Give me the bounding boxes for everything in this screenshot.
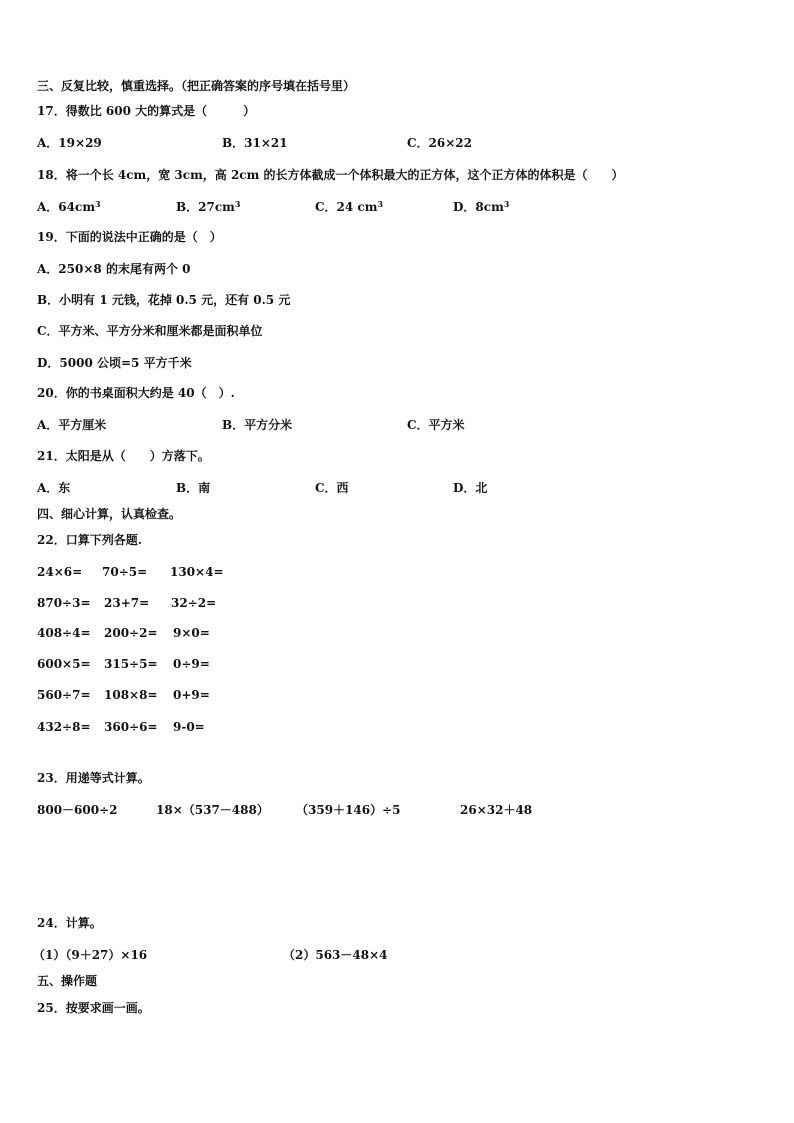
mental-math-item: 32÷2=	[171, 596, 217, 610]
question-18-option-a: A．$64cm^3$	[37, 199, 101, 214]
mental-math-item: 432÷8=	[37, 720, 91, 734]
question-19-stem: 19．下面的说法中正确的是（ ）	[37, 230, 222, 244]
mental-math-item: 200÷2=	[104, 626, 158, 640]
mental-math-item: 23+7=	[104, 596, 150, 610]
question-19-option-d: D．5000 公顷=5 平方千米	[37, 356, 192, 370]
question-17-stem: 17．得数比 600 大的算式是（ ）	[37, 104, 256, 118]
question-22-stem: 22．口算下列各题.	[37, 533, 142, 547]
mental-math-item: 130×4=	[170, 565, 224, 579]
step-calculation-item: 800－600÷2	[37, 803, 118, 817]
step-calculation-item: 18×（537－488）	[156, 803, 269, 817]
mental-math-item: 9×0=	[173, 626, 210, 640]
question-18-option-d: D．$8cm^3$	[453, 199, 510, 214]
mental-math-item: 870÷3=	[37, 596, 91, 610]
question-18-option-c: C．24 $cm^3$	[315, 199, 384, 214]
section-5-heading: 五、操作题	[37, 974, 98, 988]
step-calculation-item: 26×32＋48	[460, 803, 533, 817]
question-20-option-c: C．平方米	[407, 418, 465, 432]
question-23-stem: 23．用递等式计算。	[37, 771, 150, 785]
question-20-option-b: B．平方分米	[222, 418, 293, 432]
mental-math-item: 0+9=	[173, 688, 210, 702]
question-19-option-b: B．小明有 1 元钱，花掉 0.5 元，还有 0.5 元	[37, 293, 291, 307]
question-19-option-c: C．平方米、平方分米和厘米都是面积单位	[37, 324, 263, 338]
mental-math-item: 315÷5=	[104, 657, 158, 671]
mental-math-item: 560÷7=	[37, 688, 91, 702]
mental-math-item: 360÷6=	[104, 720, 158, 734]
calculation-item: （2）563－48×4	[283, 948, 388, 962]
question-20-stem: 20．你的书桌面积大约是 40（ ）.	[37, 386, 235, 400]
question-21-stem: 21．太阳是从（ ）方落下。	[37, 449, 210, 463]
question-21-option-b: B．南	[176, 481, 211, 495]
question-24-stem: 24．计算。	[37, 916, 102, 930]
question-21-option-d: D．北	[453, 481, 488, 495]
question-17-option-c: C．26×22	[407, 136, 473, 150]
step-calculation-item: （359＋146）÷5	[296, 803, 401, 817]
mental-math-item: 408÷4=	[37, 626, 91, 640]
question-25-stem: 25．按要求画一画。	[37, 1001, 150, 1015]
question-20-option-a: A．平方厘米	[37, 418, 107, 432]
mental-math-item: 0÷9=	[173, 657, 210, 671]
question-21-option-c: C．西	[315, 481, 349, 495]
calculation-item: （1）（9＋27）×16	[33, 948, 148, 962]
mental-math-item: 70÷5=	[102, 565, 148, 579]
question-19-option-a: A．250×8 的末尾有两个 0	[37, 262, 191, 276]
question-21-option-a: A．东	[37, 481, 71, 495]
question-17-option-b: B．31×21	[222, 136, 288, 150]
question-18-option-b: B．$27cm^3$	[176, 199, 241, 214]
question-17-option-a: A．19×29	[37, 136, 102, 150]
section-3-heading: 三、反复比较，慎重选择。（把正确答案的序号填在括号里）	[37, 79, 356, 93]
mental-math-item: 9-0=	[173, 720, 205, 734]
question-18-stem: 18．将一个长 4cm，宽 3cm，高 2cm 的长方体截成一个体积最大的正方体，这个正方体的体积是（ ）	[37, 168, 624, 182]
mental-math-item: 600×5=	[37, 657, 91, 671]
section-4-heading: 四、细心计算，认真检查。	[37, 507, 182, 521]
mental-math-item: 24×6=	[37, 565, 83, 579]
mental-math-item: 108×8=	[104, 688, 158, 702]
